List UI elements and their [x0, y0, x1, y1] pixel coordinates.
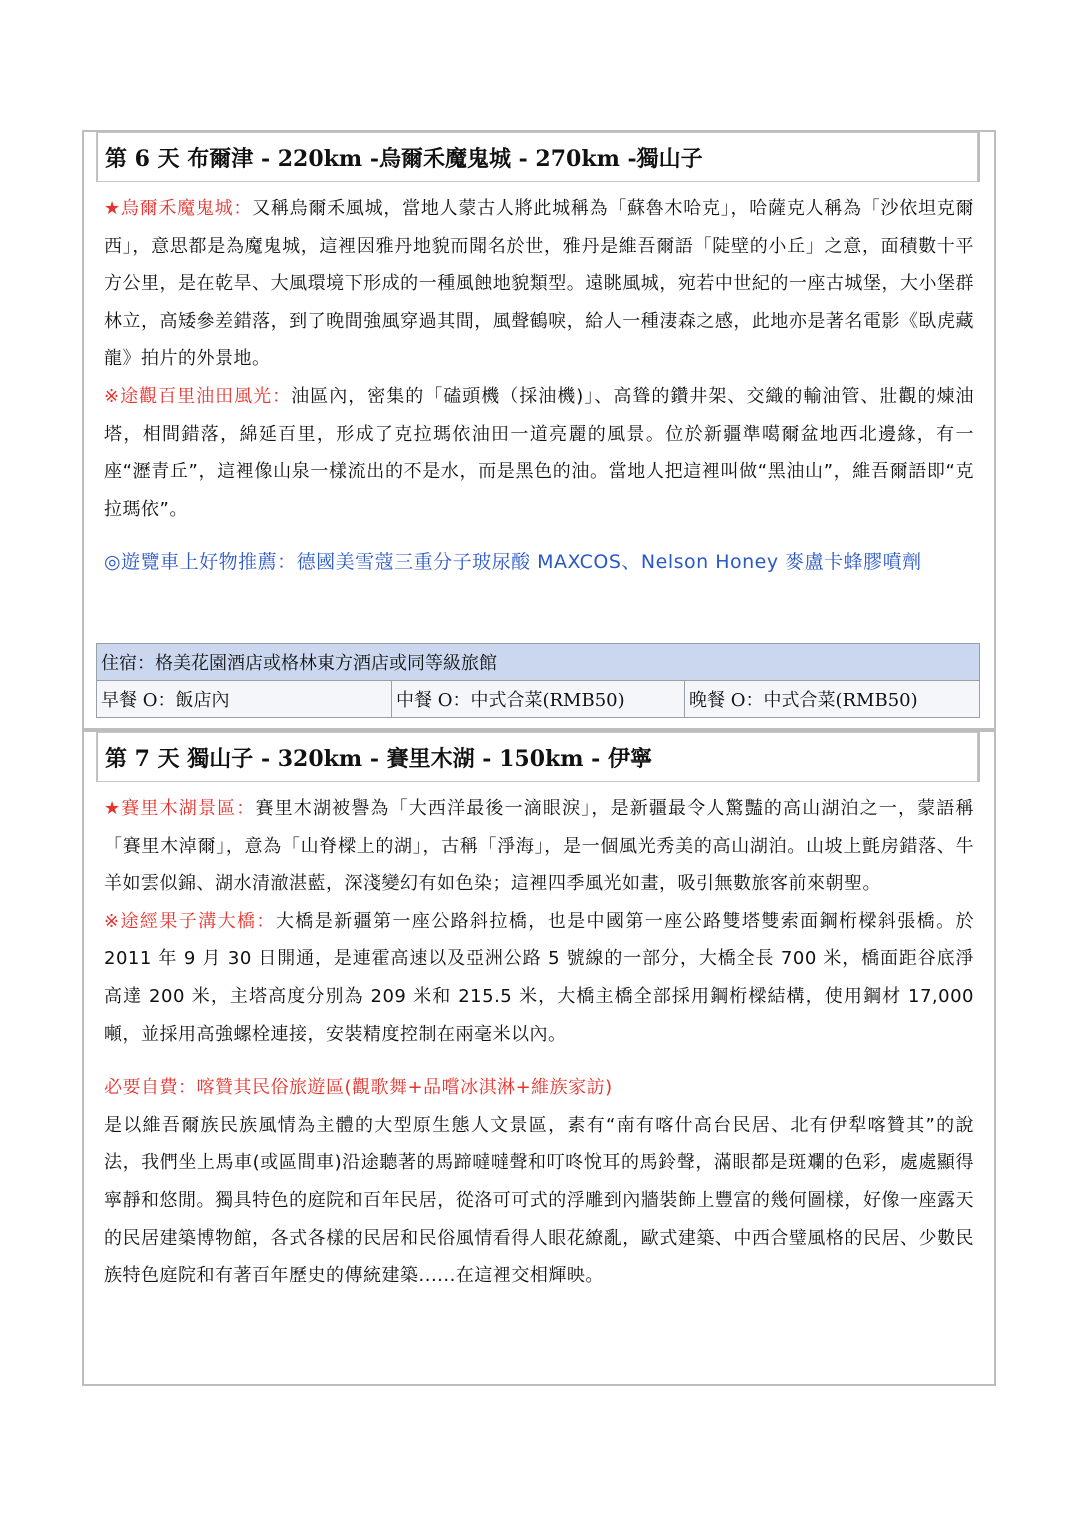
day6-recommend: ◎遊覽車上好物推薦：德國美雪蔻三重分子玻尿酸 MAXCOS、Nelson Honey 麥盧卡蜂膠噴劑 — [104, 551, 922, 574]
attraction-text: 大橋是新疆第一座公路斜拉橋，也是中國第一座公路雙塔雙索面鋼桁樑斜張橋。於 2011 年 9 月 30 日開通，是連霍高速以及亞洲公路 5 號線的一部分，大橋全長 700 米，橋面距谷底淨高達 200 米，主塔高度分別為 209 米和 215.5 米，大橋主橋全部採用鋼桁樑結構，使用鋼材 17,000 噸，並採用高強螺栓連接，安裝精度控制在兩毫米以內。 — [104, 910, 974, 1045]
day6-attraction2 — [104, 378, 974, 528]
day7-optional-text: 是以維吾爾族民族風情為主體的大型原生態人文景區，素有“南有喀什高台民居、北有伊犁喀贊其”的說法，我們坐上馬車(或區間車)沿途聽著的馬蹄噠噠聲和叮咚悅耳的馬鈴聲，滿眼都是斑斕的色彩，處處顯得寧靜和悠閒。獨具特色的庭院和百年民居，從洛可可式的浮雕到內牆裝飾上豐富的幾何圖樣，好像一座露天的民居建築博物館，各式各樣的民居和民俗風情看得人眼花繚亂，歐式建築、中西合璧風格的民居、少數民族特色庭院和有著百年歷史的傳統建築......在這裡交相輝映。 — [104, 1114, 974, 1287]
attraction-name: ※途經果子溝大橋： — [104, 910, 276, 932]
lunch-cell: 中餐 O：中式合菜(RMB50) — [392, 681, 685, 718]
day6-body — [104, 190, 974, 582]
attraction-name: ★烏爾禾魔鬼城： — [104, 198, 253, 219]
day6-attraction1 — [104, 190, 974, 378]
attraction-text: 賽里木湖被譽為「大西洋最後一滴眼淚」，是新疆最令人驚豔的高山湖泊之一，蒙語稱「賽里木淖爾」，意為「山脊樑上的湖」，古稱「淨海」，是一個風光秀美的高山湖泊。山坡上氈房錯落、牛羊如雲似錦、湖水清澈湛藍，深淺變幻有如色染；這裡四季風光如畫，吸引無數旅客前來朝聖。 — [104, 798, 975, 895]
day7-title — [96, 732, 978, 782]
day7-body — [104, 790, 974, 1295]
day6-meal-table — [96, 643, 980, 718]
lodging-cell: 住宿：格美花園酒店或格林東方酒店或同等級旅館 — [97, 644, 980, 681]
day7-title-text: 第 7 天 獨山子 - 320km - 賽里木湖 - 150km - 伊寧 — [105, 745, 652, 772]
day7-attraction1 — [104, 790, 974, 903]
attraction-name: ★賽里木湖景區： — [104, 798, 256, 819]
breakfast-cell: 早餐 O：飯店內 — [97, 681, 392, 718]
attraction-name: ※途觀百里油田風光： — [104, 385, 292, 407]
day6-title-text: 第 6 天 布爾津 - 220km -烏爾禾魔鬼城 - 270km -獨山子 — [105, 145, 703, 172]
frame-tick — [978, 132, 980, 182]
day7-attraction2 — [104, 903, 974, 1053]
day7-optional-heading: 必要自費：喀贊其民俗旅遊區(觀歌舞+品嚐冰淇淋+維族家訪) — [104, 1077, 613, 1099]
frame-tick — [978, 732, 980, 782]
day6-title — [96, 132, 978, 182]
dinner-cell: 晚餐 O：中式合菜(RMB50) — [685, 681, 980, 718]
attraction-text: 又稱烏爾禾風城，當地人蒙古人將此城稱為「蘇魯木哈克」，哈薩克人稱為「沙依坦克爾西」，意思都是為魔鬼城，這裡因雅丹地貌而聞名於世，雅丹是維吾爾語「陡壁的小丘」之意，面積數十平方公里，是在乾旱、大風環境下形成的一種風蝕地貌類型。遠眺風城，宛若中世紀的一座古城堡，大小堡群林立，高矮參差錯落，到了晚間強風穿過其間，風聲鶴唳，給人一種淒森之感，此地亦是著名電影《臥虎藏龍》拍片的外景地。 — [104, 198, 975, 370]
attraction-text: 油區內，密集的「磕頭機（採油機)」、高聳的鑽井架、交織的輸油管、壯觀的煉油塔，相間錯落，綿延百里，形成了克拉瑪依油田一道亮麗的風景。位於新疆準噶爾盆地西北邊緣，有一座“瀝青丘”，這裡像山泉一樣流出的不是水，而是黑色的油。當地人把這裡叫做“黑油山”，維吾爾語即“克拉瑪依”。 — [104, 385, 974, 520]
